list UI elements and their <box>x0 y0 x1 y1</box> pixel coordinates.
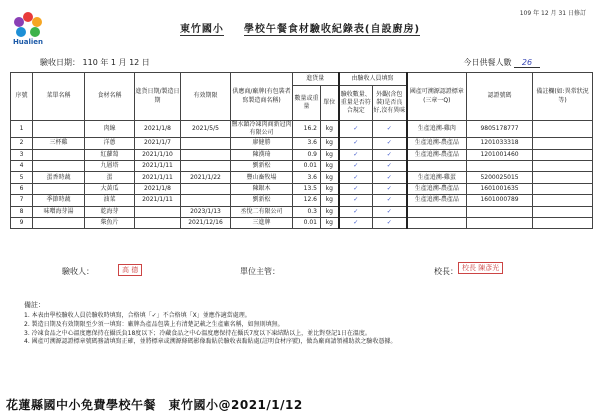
row-prod-date: 2021/1/8 <box>135 121 181 138</box>
table-row <box>11 217 593 228</box>
unit-head-label: 單位主管： <box>240 267 280 276</box>
row-seq: 4 <box>11 160 33 171</box>
row-dish <box>33 160 85 171</box>
col-remark: 備註欄(如:異常狀況等) <box>533 73 593 121</box>
row-match-check: ✓ <box>339 195 373 206</box>
row-unit: kg <box>321 160 339 171</box>
table-row <box>11 138 593 149</box>
inspection-table <box>10 72 593 229</box>
row-cert-no <box>467 160 533 171</box>
row-cert-no <box>467 206 533 217</box>
meal-count-label: 今日供餐人數 <box>463 58 512 67</box>
row-prod-date: 2021/1/7 <box>135 138 181 149</box>
row-qty: 16.2 <box>293 121 321 138</box>
row-cert: 生產追溯-雞蛋 <box>407 172 467 183</box>
row-remark <box>533 160 593 171</box>
col-cert: 國產可溯源認證標章(三章一Q) <box>407 73 467 121</box>
notes-heading: 備註： <box>24 301 45 309</box>
row-expiry: 2021/1/22 <box>181 172 231 183</box>
row-qty: 0.01 <box>293 217 321 228</box>
row-seq: 1 <box>11 121 33 138</box>
row-unit: kg <box>321 217 339 228</box>
row-remark <box>533 138 593 149</box>
row-unit: kg <box>321 172 339 183</box>
row-match-check: ✓ <box>339 160 373 171</box>
row-remark <box>533 121 593 138</box>
note-item: 2. 製造日期及有效期限至少須一填寫：廠牌為產品包裝上有清楚記載之生產廠名稱，如無則填無。 <box>24 320 284 328</box>
col-supplier: 供應商/廠牌(有包裝者寫製造商名稱) <box>231 73 293 121</box>
table-row <box>11 206 593 217</box>
row-unit: kg <box>321 149 339 160</box>
col-dish: 菜單名稱 <box>33 73 85 121</box>
row-qty: 12.6 <box>293 195 321 206</box>
row-match-check: ✓ <box>339 121 373 138</box>
row-expiry <box>181 160 231 171</box>
note-item: 3. 冷凍食品之中心溫度應保持在攝氏負18度以下；冷藏食品之中心溫度應保持在攝氏7度以下凍結點以上，並比對登記1日在溫度。 <box>24 329 371 337</box>
row-supplier: 豐山畜牧場 <box>231 172 293 183</box>
row-ingredient: 九層塔 <box>85 160 135 171</box>
row-expiry: 2023/1/13 <box>181 206 231 217</box>
row-ingredient: 油菜 <box>85 195 135 206</box>
row-cert: 生產追溯-農產品 <box>407 138 467 149</box>
row-dish <box>33 217 85 228</box>
row-seq: 7 <box>11 195 33 206</box>
table-row <box>11 183 593 194</box>
col-match: 驗收數量、重量是否符合規定 <box>339 86 373 121</box>
row-remark <box>533 172 593 183</box>
row-dish: 三杯雞 <box>33 138 85 149</box>
row-appearance-check: ✓ <box>373 172 407 183</box>
principal-label: 校長： <box>434 267 458 276</box>
row-cert-no: 1601001635 <box>467 183 533 194</box>
footer-caption: 花蓮縣國中小免費學校午餐 東竹國小@2021/1/12 <box>6 398 303 412</box>
page-title <box>0 20 600 35</box>
table-row <box>11 121 593 138</box>
col-appearance: 外觀(含包裝)是否良好,沒有異味 <box>373 86 407 121</box>
row-dish <box>33 149 85 160</box>
row-prod-date <box>135 206 181 217</box>
row-supplier: 陳漢琦 <box>231 149 293 160</box>
row-cert-no: 9805178777 <box>467 121 533 138</box>
row-cert: 生產追溯-雞肉 <box>407 121 467 138</box>
row-expiry <box>181 138 231 149</box>
row-dish <box>33 121 85 138</box>
row-remark <box>533 217 593 228</box>
receive-date-line <box>40 57 150 68</box>
row-seq: 3 <box>11 149 33 160</box>
revision-date: 109 年 12 月 31 日修訂 <box>519 10 586 17</box>
row-appearance-check: ✓ <box>373 183 407 194</box>
row-appearance-check: ✓ <box>373 160 407 171</box>
inspector-label: 驗收人： <box>62 267 94 276</box>
row-appearance-check: ✓ <box>373 149 407 160</box>
row-cert-no <box>467 217 533 228</box>
row-expiry <box>181 183 231 194</box>
row-ingredient: 乾海芽 <box>85 206 135 217</box>
row-match-check: ✓ <box>339 206 373 217</box>
signature-row <box>10 262 592 288</box>
row-prod-date: 2021/1/11 <box>135 172 181 183</box>
row-prod-date: 2021/1/8 <box>135 183 181 194</box>
row-seq: 8 <box>11 206 33 217</box>
notes-section <box>24 300 584 347</box>
table-row <box>11 149 593 160</box>
col-qty: 數量或重量 <box>293 86 321 121</box>
row-supplier: 廖健勝 <box>231 138 293 149</box>
row-match-check: ✓ <box>339 217 373 228</box>
row-expiry: 2021/5/5 <box>181 121 231 138</box>
row-dish <box>33 183 85 194</box>
row-expiry <box>181 149 231 160</box>
row-qty: 3.6 <box>293 172 321 183</box>
row-qty: 0.9 <box>293 149 321 160</box>
table-row <box>11 160 593 171</box>
row-cert: 生產追溯-農產品 <box>407 183 467 194</box>
row-qty: 3.6 <box>293 138 321 149</box>
row-appearance-check: ✓ <box>373 138 407 149</box>
row-prod-date: 2021/1/11 <box>135 160 181 171</box>
receive-date-label: 驗收日期： <box>40 58 80 67</box>
row-supplier: 三進牌 <box>231 217 293 228</box>
note-item: 1. 本表由學校驗收人員於驗收時填寫，合格填「✓」不合格填「X」並應作適當處理。 <box>24 312 251 320</box>
table-row <box>11 172 593 183</box>
row-supplier: 劉新松 <box>231 160 293 171</box>
row-ingredient: 柴魚片 <box>85 217 135 228</box>
row-cert <box>407 160 467 171</box>
row-ingredient: 洋蔥 <box>85 138 135 149</box>
col-cert-no: 認證號碼 <box>467 73 533 121</box>
row-qty: 0.01 <box>293 160 321 171</box>
row-remark <box>533 149 593 160</box>
row-qty: 0.3 <box>293 206 321 217</box>
row-unit: kg <box>321 121 339 138</box>
row-remark <box>533 183 593 194</box>
row-appearance-check: ✓ <box>373 121 407 138</box>
row-seq: 9 <box>11 217 33 228</box>
note-item: 4. 國產可溯源認證標章號碼務請填寫正確，並將標章或溯源條碼影像黏貼於驗收表黏貼處(註明食材序號)，做為廠商請領補助款之驗收憑據。 <box>24 338 397 346</box>
row-dish: 蛋香時蔬 <box>33 172 85 183</box>
row-ingredient: 紅蘿蔔 <box>85 149 135 160</box>
row-seq: 6 <box>11 183 33 194</box>
row-cert: 生產追溯-農產品 <box>407 195 467 206</box>
row-cert-no: 1201033318 <box>467 138 533 149</box>
row-match-check: ✓ <box>339 138 373 149</box>
row-prod-date: 2021/1/11 <box>135 195 181 206</box>
inspector-stamp: 高 德 <box>118 264 142 276</box>
row-prod-date <box>135 217 181 228</box>
col-prod-date: 進貨日期/製造日期 <box>135 73 181 121</box>
row-expiry: 2021/12/16 <box>181 217 231 228</box>
school-name: 東竹國小 <box>179 24 224 35</box>
row-match-check: ✓ <box>339 183 373 194</box>
row-cert-no: 1201001460 <box>467 149 533 160</box>
row-unit: kg <box>321 195 339 206</box>
meal-count-value: 26 <box>514 58 540 68</box>
col-in-qty-group: 進貨量 <box>293 73 339 86</box>
col-ingredient: 食材名稱 <box>85 73 135 121</box>
row-remark <box>533 206 593 217</box>
principal-stamp: 校長 陳彥光 <box>458 262 503 274</box>
row-ingredient: 肉線 <box>85 121 135 138</box>
row-dish: 味噌海芽湯 <box>33 206 85 217</box>
row-qty: 13.5 <box>293 183 321 194</box>
row-cert <box>407 217 467 228</box>
row-prod-date: 2021/1/10 <box>135 149 181 160</box>
receive-date-value: 110 年 1 月 12 日 <box>82 58 150 67</box>
row-cert: 生產追溯-農產品 <box>407 149 467 160</box>
row-cert-no: 1601000789 <box>467 195 533 206</box>
row-cert-no: 5200025015 <box>467 172 533 183</box>
row-ingredient: 大黃瓜 <box>85 183 135 194</box>
row-unit: kg <box>321 206 339 217</box>
row-match-check: ✓ <box>339 172 373 183</box>
row-unit: kg <box>321 183 339 194</box>
row-supplier: 丞悅二有限公司 <box>231 206 293 217</box>
row-match-check: ✓ <box>339 149 373 160</box>
col-expiry: 有效期限 <box>181 73 231 121</box>
row-appearance-check: ✓ <box>373 217 407 228</box>
row-cert <box>407 206 467 217</box>
form-title: 學校午餐食材驗收紀錄表(自設廚房) <box>243 24 421 35</box>
row-seq: 5 <box>11 172 33 183</box>
row-unit: kg <box>321 138 339 149</box>
row-seq: 2 <box>11 138 33 149</box>
row-appearance-check: ✓ <box>373 195 407 206</box>
row-remark <box>533 195 593 206</box>
col-seq: 序號 <box>11 73 33 121</box>
table-row <box>11 195 593 206</box>
row-expiry <box>181 195 231 206</box>
row-supplier: 鹽水鎮冷凍肉商新冠肉有限公司 <box>231 121 292 137</box>
logo-text: Hualien <box>12 38 44 46</box>
row-ingredient: 蛋 <box>85 172 135 183</box>
meal-count-line <box>463 57 540 68</box>
row-appearance-check: ✓ <box>373 206 407 217</box>
col-inspector-group: 由驗收人員填寫 <box>339 73 407 86</box>
row-dish: 季節時蔬 <box>33 195 85 206</box>
row-supplier: 劉新松 <box>231 195 293 206</box>
row-supplier: 陳銀木 <box>231 183 293 194</box>
col-unit: 單位 <box>321 86 339 121</box>
